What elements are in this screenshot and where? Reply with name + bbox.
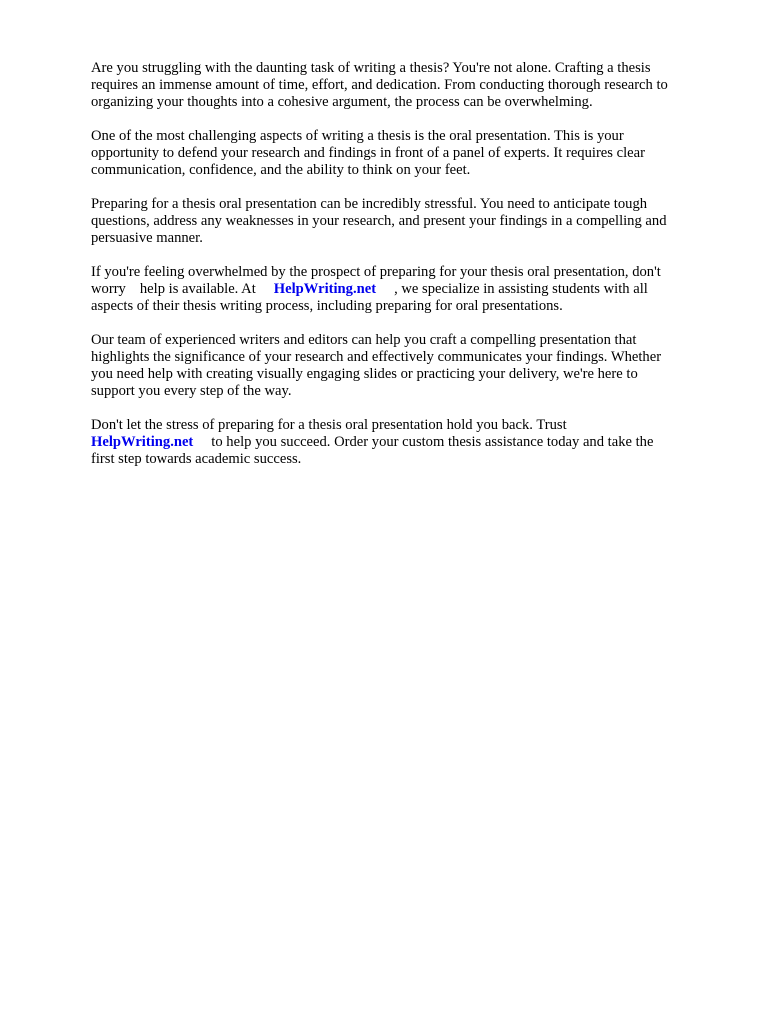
- text-line-with-link: [91, 281, 721, 298]
- helpwriting-link[interactable]: HelpWriting.net: [91, 434, 194, 450]
- text-line: communication, confidence, and the ability to think on your feet.: [91, 162, 471, 178]
- text-line-with-link: [91, 434, 721, 451]
- paragraph-intro: [91, 60, 721, 111]
- paragraph-oral-presentation: [91, 128, 721, 179]
- paragraph-help-available: [91, 264, 721, 315]
- text-line: Don't let the stress of preparing for a thesis oral presentation hold you back. Trust: [91, 417, 567, 433]
- text-line: persuasive manner.: [91, 230, 203, 246]
- text-line: requires an immense amount of time, effort, and dedication. From conducting thorough research to: [91, 77, 668, 93]
- text-line: One of the most challenging aspects of writing a thesis is the oral presentation. This is your: [91, 128, 624, 144]
- paragraph-team: [91, 332, 721, 400]
- text-line: organizing your thoughts into a cohesive argument, the process can be overwhelming.: [91, 94, 593, 110]
- text-line: support you every step of the way.: [91, 383, 292, 399]
- text-fragment: worry: [91, 281, 126, 297]
- paragraph-stress: [91, 196, 721, 247]
- text-fragment: help is available. At: [139, 281, 256, 297]
- text-line: aspects of their thesis writing process, including preparing for oral presentations.: [91, 298, 563, 314]
- text-line: questions, address any weaknesses in your research, and present your findings in a compelling and: [91, 213, 667, 229]
- text-line: opportunity to defend your research and findings in front of a panel of experts. It requires clear: [91, 145, 645, 161]
- text-line: Our team of experienced writers and editors can help you craft a compelling presentation that: [91, 332, 637, 348]
- text-line: If you're feeling overwhelmed by the prospect of preparing for your thesis oral presentation, don't: [91, 264, 661, 280]
- paragraph-closing: [91, 417, 721, 468]
- text-line: Preparing for a thesis oral presentation can be incredibly stressful. You need to anticipate tough: [91, 196, 648, 212]
- text-fragment: to help you succeed. Order your custom thesis assistance today and take the: [211, 434, 654, 450]
- text-line: you need help with creating visually engaging slides or practicing your delivery, we're here to: [91, 366, 638, 382]
- text-line: Are you struggling with the daunting task of writing a thesis? You're not alone. Crafting a thesis: [91, 60, 651, 76]
- text-line: highlights the significance of your research and effectively communicates your findings. Whether: [91, 349, 662, 365]
- helpwriting-link[interactable]: HelpWriting.net: [273, 281, 377, 297]
- document-body: [91, 60, 721, 485]
- text-line: first step towards academic success.: [91, 451, 302, 467]
- text-fragment: , we specialize in assisting students with all: [394, 281, 648, 297]
